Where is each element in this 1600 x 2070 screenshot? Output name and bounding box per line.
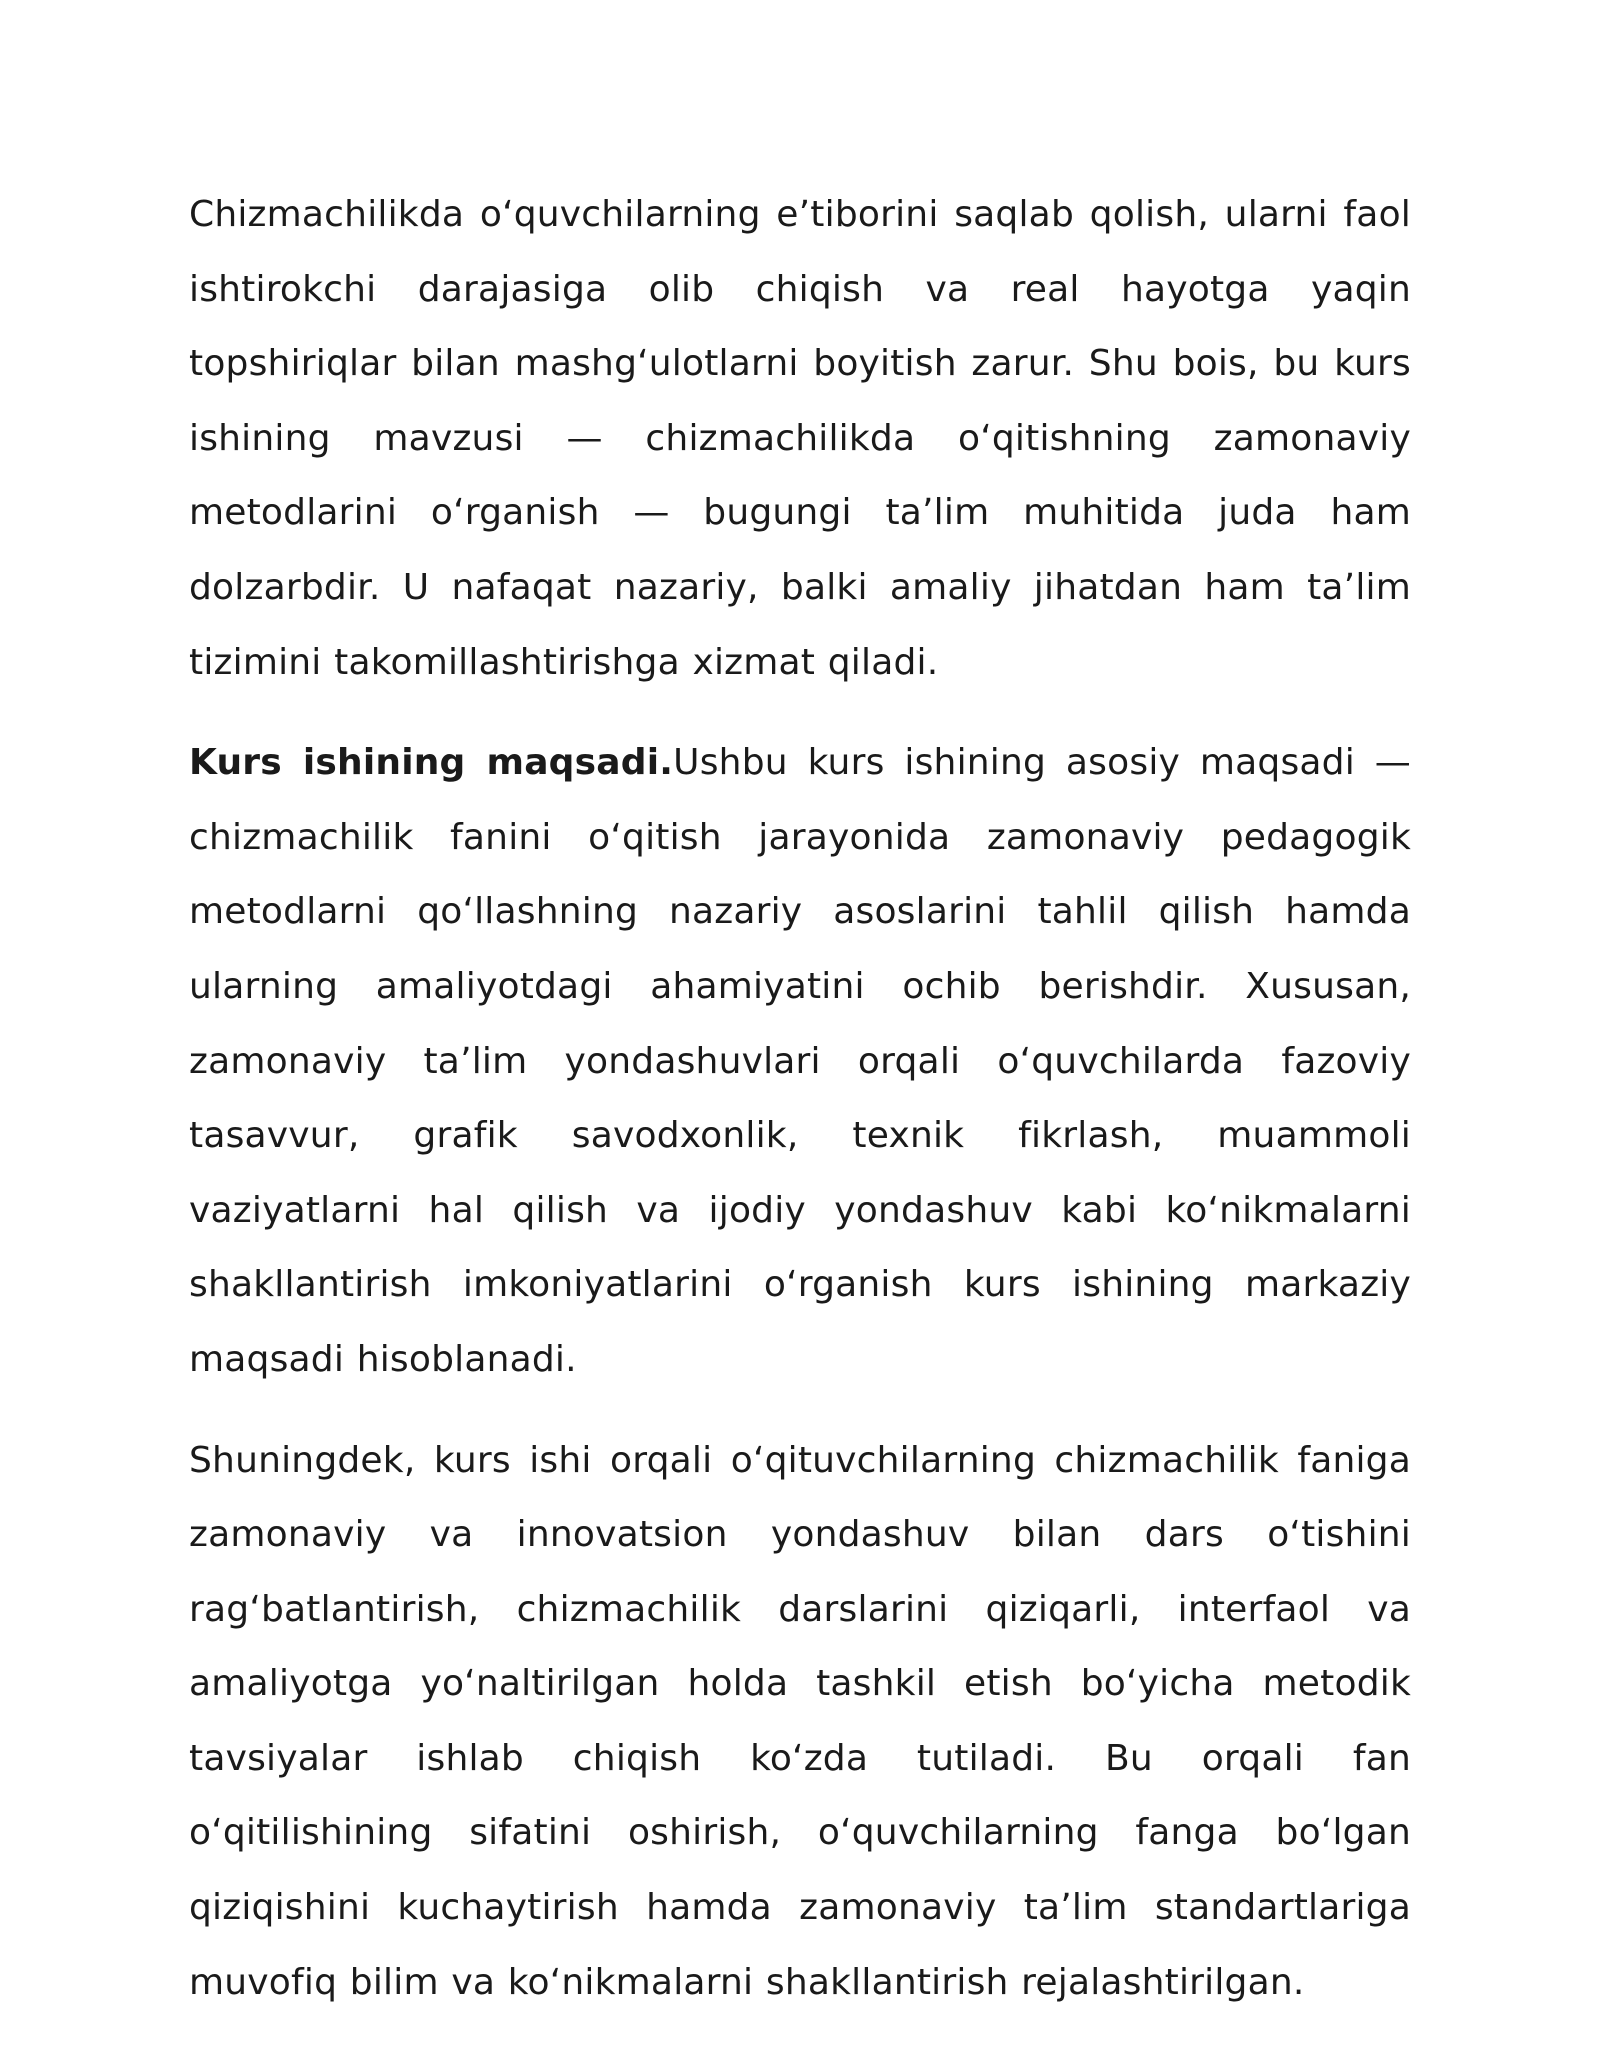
paragraph-goal: [189, 726, 1411, 1397]
goal-heading: Kurs ishining maqsadi.: [189, 742, 674, 784]
paragraph-intro: [189, 178, 1411, 700]
paragraph-intro-text: Chizmachilikda oʻquvchilarning e’tiborini saqlab qolish, ularni faol ishtirokchi darajasiga olib chiqish va real hayotga yaqin topshiriqlar bilan mashgʻulotlarni boyitish zarur. Shu bois, bu kurs ishining mavzusi — chizmachilikda oʻqitishning zamonaviy metodlarini oʻrganish — bugungi ta’lim muhitida juda ham dolzarbdir. U nafaqat nazariy, balki amaliy jihatdan ham ta’lim tizimini takomillashtirishga xizmat qiladi.: [189, 194, 1411, 683]
paragraph-additional-text: Shuningdek, kurs ishi orqali oʻqituvchilarning chizmachilik faniga zamonaviy va innovatsion yondashuv bilan dars oʻtishini ragʻbatlantirish, chizmachilik darslarini qiziqarli, interfaol va amaliyotga yoʻnaltirilgan holda tashkil etish boʻyicha metodik tavsiyalar ishlab chiqish koʻzda tutiladi. Bu orqali fan oʻqitilishining sifatini oshirish, oʻquvchilarning fanga boʻlgan qiziqishini kuchaytirish hamda zamonaviy ta’lim standartlariga muvofiq bilim va koʻnikmalarni shakllantirish rejalashtirilgan.: [189, 1439, 1411, 2003]
paragraph-goal-text: Ushbu kurs ishining asosiy maqsadi — chizmachilik fanini oʻqitish jarayonida zamonaviy pedagogik metodlarni qoʻllashning nazariy asoslarini tahlil qilish hamda ularning amaliyotdagi ahamiyatini ochib berishdir. Xususan, zamonaviy ta’lim yondashuvlari orqali oʻquvchilarda fazoviy tasavvur, grafik savodxonlik, texnik fikrlash, muammoli vaziyatlarni hal qilish va ijodiy yondashuv kabi koʻnikmalarni shakllantirish imkoniyatlarini oʻrganish kurs ishining markaziy maqsadi hisoblanadi.: [189, 742, 1411, 1380]
paragraph-additional: [189, 1424, 1411, 2021]
document-body: [189, 178, 1411, 2046]
